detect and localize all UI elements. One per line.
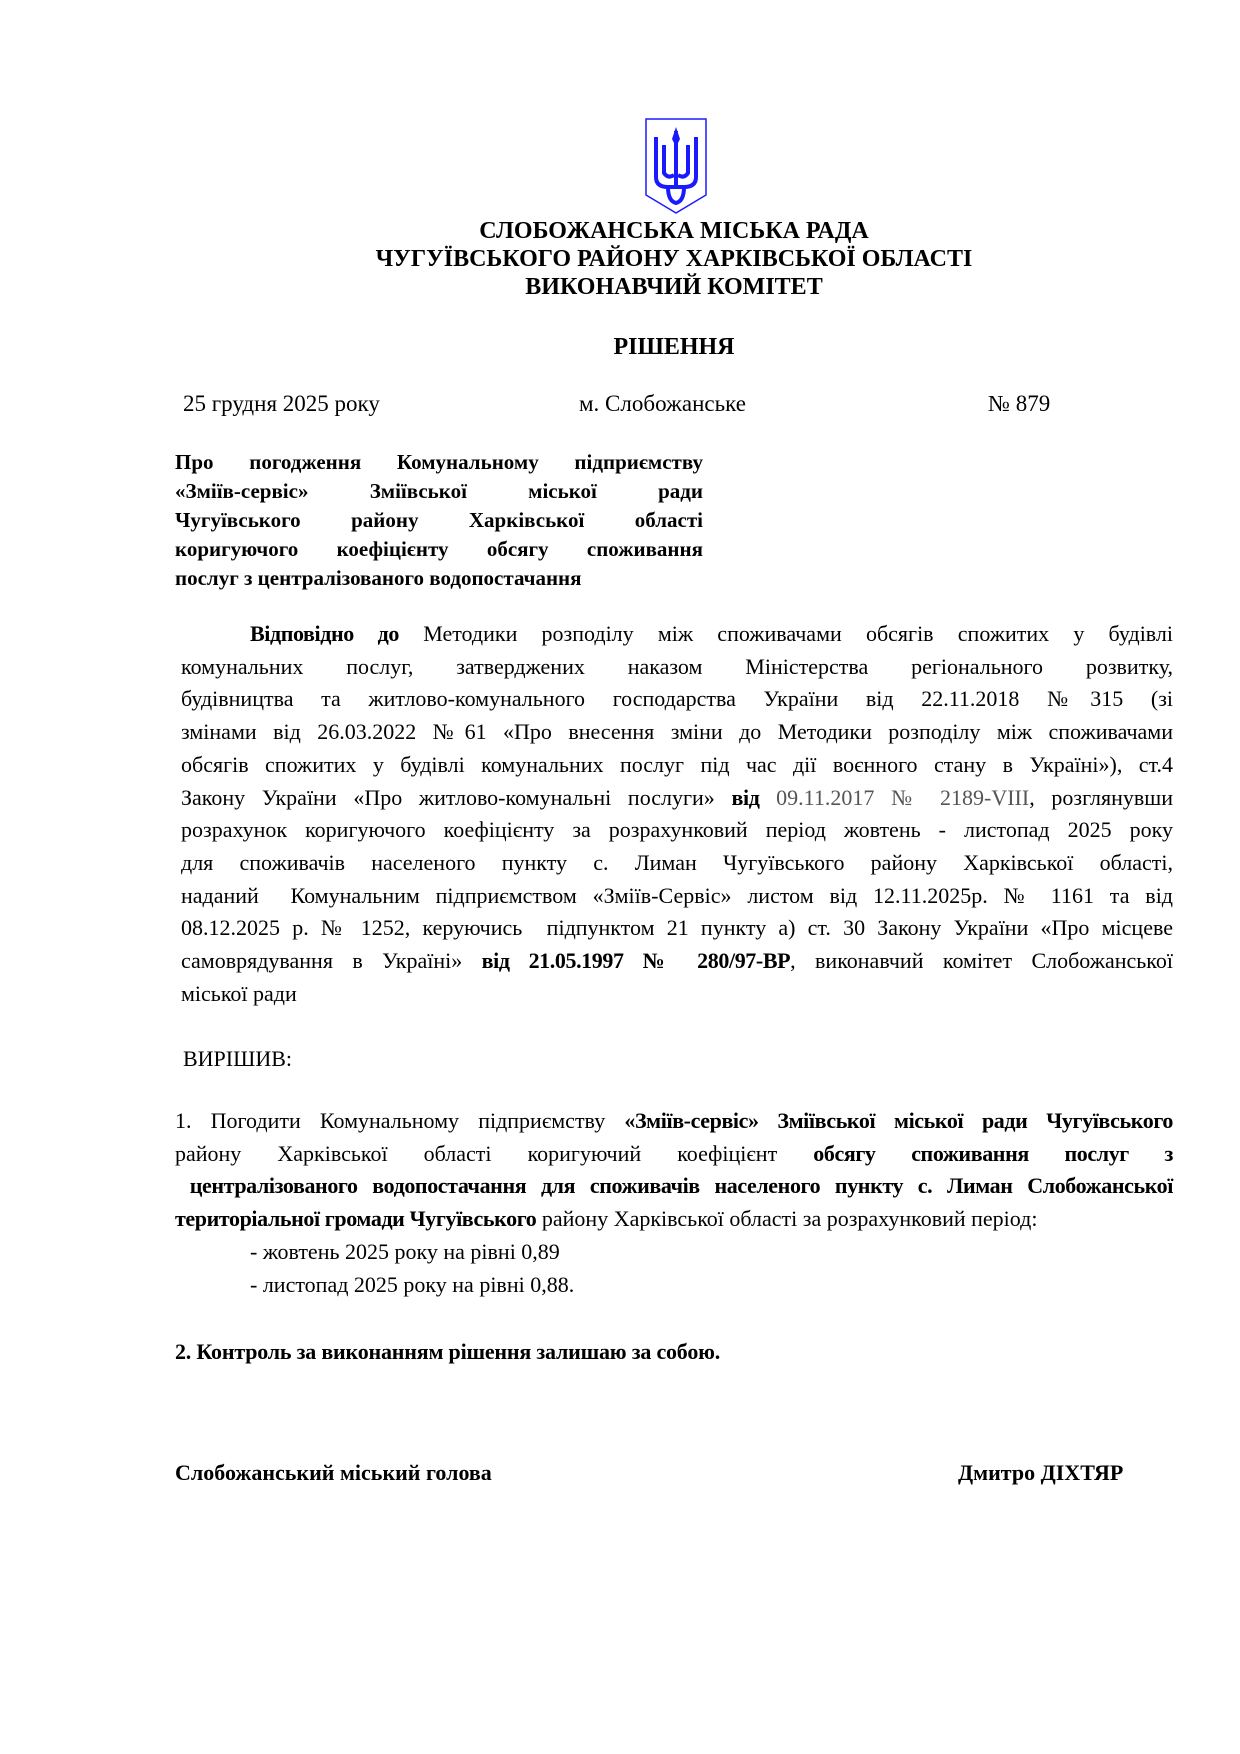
resolved-label: ВИРІШИВ: [183, 1046, 292, 1071]
text-line [181, 782, 1173, 815]
preamble-paragraph [181, 618, 1173, 1010]
text: 09.11.2017 № 2189-VIII [759, 784, 1030, 810]
text: змінами від 26.03.2022 №61 «Про внесення зміни до Методики розподілу між споживачами [181, 719, 1173, 745]
text-line [181, 716, 1173, 749]
bold-text: «Зміїв-сервіс» Зміївської міської ради Чугуївського [624, 1108, 1173, 1133]
text: Методики розподілу між споживачами обсягів спожитих у будівлі [398, 621, 1173, 646]
text-line [181, 847, 1173, 880]
subject-line: «Зміїв-сервіс» Зміївської міської ради [175, 479, 703, 503]
decision-date: 25 грудня 2025 року [183, 391, 380, 416]
text: будівництва та житлово-комунального господарства України від 22.11.2018 №315 (зі [181, 686, 1173, 712]
coefficient-november: - листопад 2025 року на рівні 0,88. [250, 1272, 575, 1297]
text: Закону України «Про житлово-комунальні послуги» [181, 784, 732, 810]
text-line [181, 945, 1173, 978]
decision-place: м. Слобожанське [579, 391, 746, 416]
text-line [175, 1203, 1173, 1236]
text: самоврядування в Україні» [181, 948, 482, 974]
bold-text: від [731, 784, 760, 810]
point-1-paragraph [175, 1105, 1173, 1236]
text: 08.12.2025 р. № 1252, керуючись підпунктом 21 пункту а) ст. 30 Закону України «Про місцеве [181, 915, 1173, 941]
text-line [181, 912, 1173, 945]
text-line [181, 618, 1173, 651]
text: для споживачів населеного пункту с. Лиман Чугуївського району Харківської області, [181, 849, 1173, 875]
signatory-name: Дмитро ДІХТЯР [958, 1460, 1124, 1485]
decision-subject [175, 448, 703, 593]
text: розрахунок коригуючого коефіцієнту за розрахунковий період жовтень - листопад 2025 року [181, 817, 1173, 843]
coefficient-october: - жовтень 2025 року на рівні 0,89 [250, 1239, 560, 1264]
coat-of-arms-icon [644, 117, 708, 215]
text-line [181, 814, 1173, 847]
text-line [181, 978, 1173, 1011]
council-name: СЛОБОЖАНСЬКА МІСЬКА РАДА [479, 218, 869, 244]
text: , розглянувши [1029, 784, 1173, 810]
point-2-paragraph: 2. Контроль за виконанням рішення залишаю за собою. [175, 1339, 721, 1364]
text-line [175, 1138, 1173, 1171]
text-line [181, 749, 1173, 782]
text-line [175, 1105, 1173, 1138]
bold-text: Відповідно до [250, 621, 399, 646]
decision-number: № 879 [988, 391, 1051, 416]
subject-line: послуг з централізованого водопостачання [175, 566, 582, 590]
text: наданий Комунальним підприємством «Зміїв-Сервіс» листом від 12.11.2025р. № 1161 та від [181, 882, 1173, 908]
text-line [181, 683, 1173, 716]
document-type-title: РІШЕННЯ [613, 334, 735, 360]
signatory-position: Слобожанський міський голова [175, 1460, 492, 1485]
text-line [181, 651, 1173, 684]
text: обсягів спожитих у будівлі комунальних послуг під час дії воєнного стану в Україні»), ст.4 [181, 751, 1173, 777]
committee-name: ВИКОНАВЧИЙ КОМІТЕТ [525, 274, 823, 300]
subject-line: Чугуївського району Харківської області [175, 508, 703, 532]
text: комунальних послуг, затверджених наказом Міністерства регіонального розвитку, [181, 653, 1173, 679]
text: району Харківської області коригуючий коефіцієнт [175, 1140, 814, 1166]
text: , виконавчий комітет Слобожанської [790, 948, 1173, 974]
text: міської ради [181, 980, 297, 1006]
bold-text: від 21.05.1997 № 280/97-ВР [481, 948, 791, 974]
text-line [175, 1170, 1173, 1203]
text-line [181, 880, 1173, 913]
district-name: ЧУГУЇВСЬКОГО РАЙОНУ ХАРКІВСЬКОЇ ОБЛАСТІ [375, 246, 973, 272]
bold-text: територіальної громади Чугуївського [175, 1206, 537, 1232]
subject-line: Про погодження Комунальному підприємству [175, 450, 703, 474]
bold-text: обсягу споживання послуг з [813, 1140, 1173, 1166]
subject-line: коригуючого коефіцієнту обсягу споживання [175, 537, 703, 561]
text: району Харківської області за розрахунковий період: [536, 1206, 1038, 1232]
bold-text: централізованого водопостачання для споживачів населеного пункту с. Лиман Слобожанської [175, 1173, 1173, 1199]
text: 1. Погодити Комунальному підприємству [175, 1108, 625, 1133]
